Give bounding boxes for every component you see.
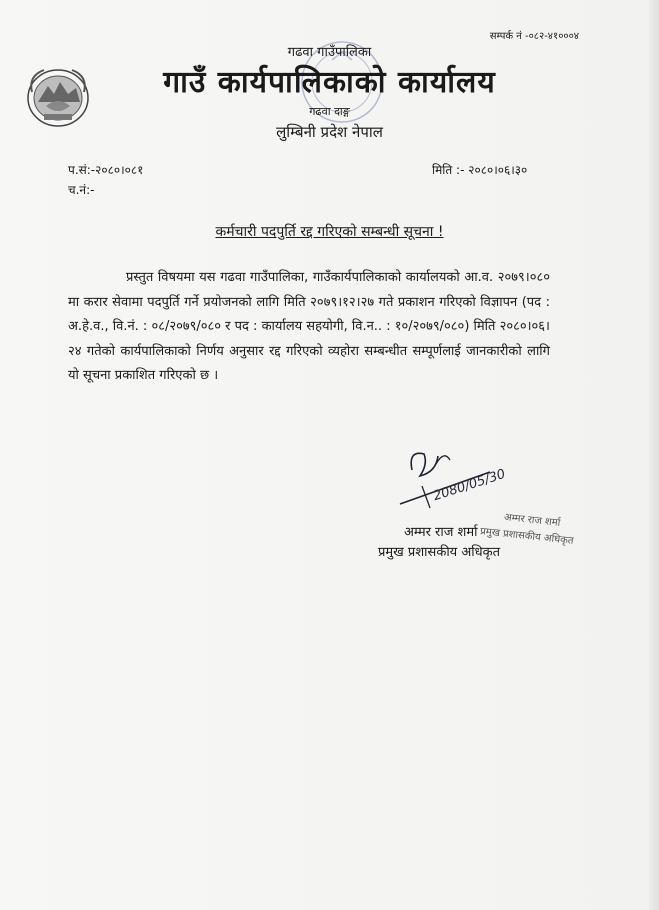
handwritten-date: 2080/05/30: [431, 466, 508, 505]
signer-title: प्रमुख प्रशासकीय अधिकृत: [378, 545, 501, 560]
notice-paragraph: प्रस्तुत विषयमा यस गढवा गाउँपालिका, गाउँकार्यपालिकाको कार्यालयको आ.व. २०७९।०८० मा करार सेवामा पदपुर्ति गर्ने प्रयोजनको लागि मिति २०७९।१२।२७ गते प्रकाशन गरिएको विज्ञापन (पद : अ.हे.व., वि.नं. : ०८/२०७९/०८० र पद : कार्यालय सहयोगी, वि.न.. : १०/२०७९/०८०) मिति २०८०।०६।२४ गतेको कार्यपालिकाको निर्णय अनुसार रद्द गरिएको व्यहोरा सम्बन्धीत सम्पूर्णलाई जानकारीको लागि यो सूचना प्रकाशित गरिएको छ ।: [68, 270, 550, 383]
province-name: लुम्बिनी प्रदेश नेपाल: [276, 123, 383, 141]
seal-signer-name: अम्मर राज शर्मा: [503, 512, 561, 529]
document-date: मिति :- २०८०।०६।३०: [432, 163, 528, 177]
seal-signer-title: प्रमुख प्रशासकीय अधिकृत: [479, 526, 575, 547]
notice-subject: कर्मचारी पदपुर्ति रद्द गरिएको सम्बन्धी सूचना !: [215, 224, 444, 240]
notice-body: [68, 266, 550, 389]
contact-number: सम्पर्क नं -०८२-४१०००४: [489, 31, 579, 42]
office-title: गाउँ कार्यपालिकाको कार्यालय: [163, 65, 496, 100]
signer-name: अम्मर राज शर्मा: [404, 525, 478, 540]
reference-number: प.सं:-२०८०।०८१: [68, 163, 144, 177]
municipality-name: गढवा गाउँपालिका: [287, 45, 372, 60]
dispatch-number: च.नं:-: [68, 183, 95, 197]
district-name: गढवा दाङ्ग: [309, 105, 350, 118]
